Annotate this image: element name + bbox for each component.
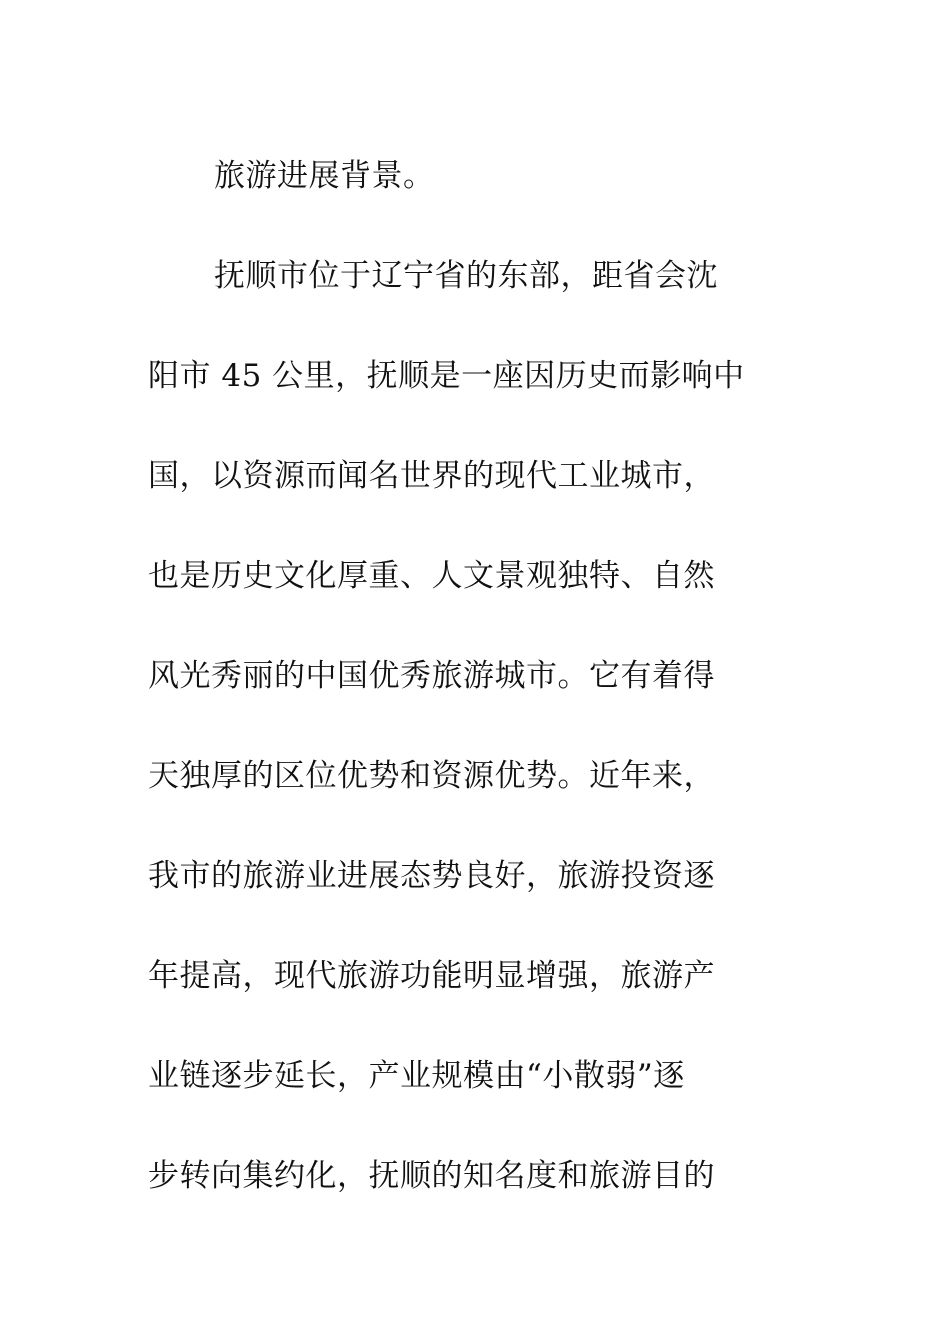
paragraph-line: 风光秀丽的中国优秀旅游城市。它有着得: [148, 658, 715, 694]
paragraph-line: 抚顺市位于辽宁省的东部，距省会沈: [214, 258, 718, 294]
paragraph-line: 年提高，现代旅游功能明显增强，旅游产: [148, 958, 715, 994]
paragraph-line: 天独厚的区位优势和资源优势。近年来，: [148, 758, 715, 794]
paragraph-line: 业链逐步延长，产业规模由“小散弱”逐: [148, 1058, 685, 1094]
paragraph-line: 阳市 45 公里，抚顺是一座因历史而影响中: [148, 358, 745, 394]
heading-line: 旅游进展背景。: [214, 158, 435, 194]
paragraph-line: 步转向集约化，抚顺的知名度和旅游目的: [148, 1158, 715, 1194]
paragraph-line: 也是历史文化厚重、人文景观独特、自然: [148, 558, 715, 594]
paragraph-line: 我市的旅游业进展态势良好，旅游投资逐: [148, 858, 715, 894]
body-text: [148, 126, 798, 1226]
paragraph-line: 国，以资源而闻名世界的现代工业城市，: [148, 458, 715, 494]
